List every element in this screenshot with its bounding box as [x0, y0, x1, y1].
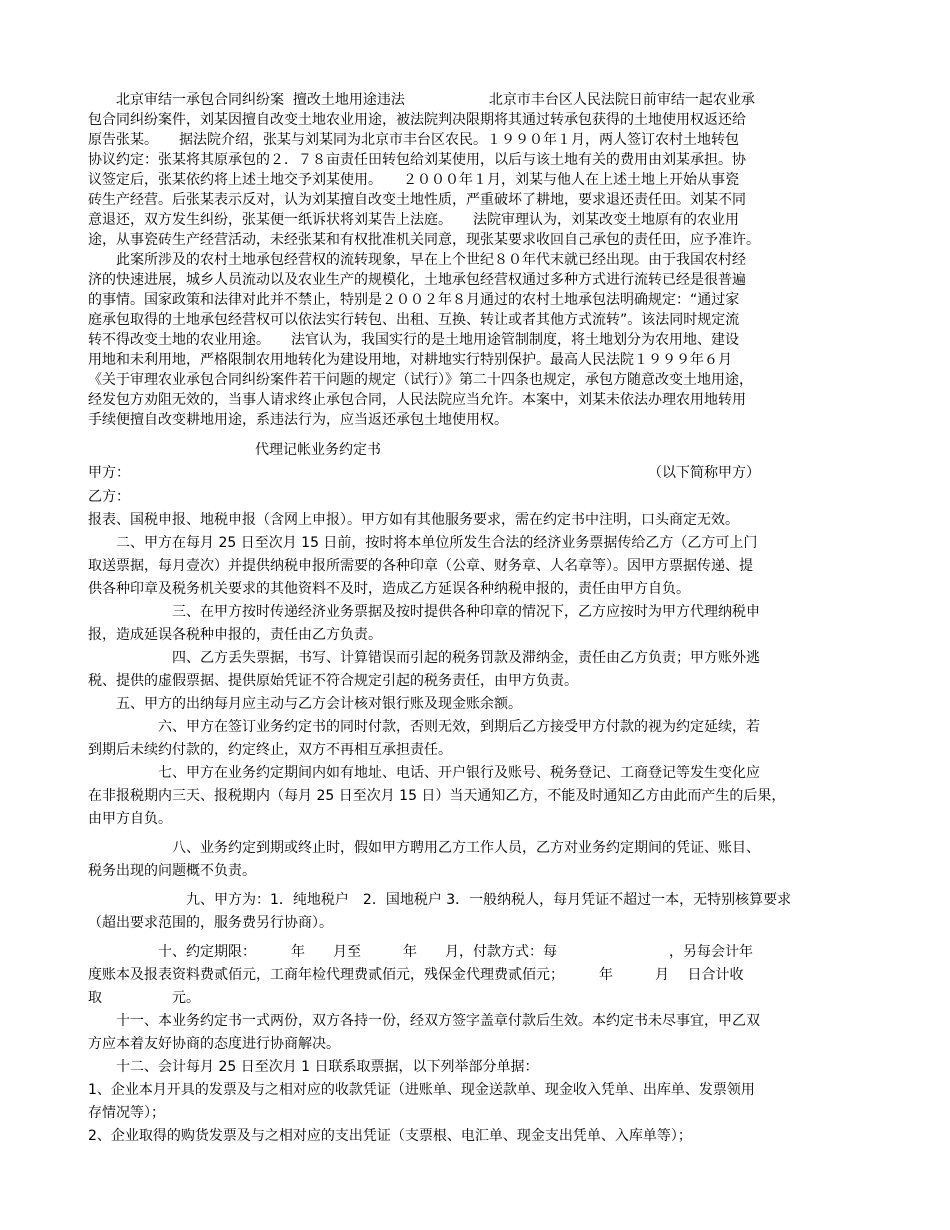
article-line: 此案所涉及的农村土地承包经营权的流转现象，早在上个世纪８０年代末就已经出现。由于我国农村经: [88, 252, 746, 268]
contract-line: （超出要求范围的，服务费另行协商）。: [88, 915, 333, 931]
article-line: 途，从事瓷砖生产经营活动，未经张某和有权批准机关同意，现张某要求收回自己承包的责任田，应予准许。: [88, 232, 760, 248]
article-line: 庭承包取得的土地承包经营权可以依法实行转包、出租、互换、转让或者其他方式流转”。该法同时规定流: [88, 312, 740, 328]
contract-line: 供各种印章及税务机关要求的其他资料不及时，造成乙方延误各种纳税申报的，责任由甲方自负。: [88, 581, 690, 597]
contract-line: 由甲方自负。: [88, 811, 172, 827]
contract-line: 存情况等）；: [88, 1105, 165, 1121]
contract-line: 十一、本业务约定书一式两份，双方各持一份，经双方签字盖章付款后生效。本约定书未尽事宜，甲乙双: [88, 1013, 760, 1029]
contract-line: 取送票据，每月壹次）并提供纳税申报所需要的各种印章（公章、财务章、人名章等）。因甲方票据传递、提: [88, 558, 753, 574]
contract-line: 报，造成延误各税种申报的，责任由乙方负责。: [88, 627, 382, 643]
contract-line: 2、企业取得的购货发票及与之相对应的支出凭证（支票根、电汇单、现金支出凭单、入库单等）；: [88, 1128, 692, 1144]
contract-line: 1、企业本月开具的发票及与之相对应的收款凭证（进账单、现金送款单、现金收入凭单、出库单、发票领用: [88, 1082, 755, 1098]
contract-line: 七、甲方在业务约定期间内如有地址、电话、开户银行及账号、税务登记、工商登记等发生变化应: [88, 765, 760, 781]
article-line: 《关于审理农业承包合同纠纷案件若干问题的规定（试行）》第二十四条也规定，承包方随意改变土地用途，: [88, 372, 753, 388]
contract-line: 十、约定期限： 年 月至 年 月，付款方式：每 ，另每会计年: [88, 944, 753, 960]
contract-line: 取 元。: [88, 990, 200, 1006]
party-a-note: （以下简称甲方）: [648, 465, 760, 481]
contract-line: 三、在甲方按时传递经济业务票据及按时提供各种印章的情况下，乙方应按时为甲方代理纳税申: [88, 604, 760, 620]
article-line: 协议约定：张某将其原承包的２．７８亩责任田转包给刘某使用，以后与该土地有关的费用由刘某承担。协: [88, 152, 746, 168]
article-line: 手续便擅自改变耕地用途，系违法行为，应当返还承包土地使用权。: [88, 412, 508, 428]
contract-title: 代理记帐业务约定书: [255, 442, 381, 458]
article-line: 转不得改变土地的农业用途。 法官认为，我国实行的是土地用途管制制度，将土地划分为农用地、建设: [88, 332, 739, 348]
contract-line: 税务出现的问题概不负责。: [88, 863, 256, 879]
contract-line: 十二、会计每月 25 日至次月 1 日联系取票据，以下列举部分单据：: [88, 1059, 539, 1075]
party-b-label: 乙方：: [88, 489, 130, 505]
article-line: 北京审结一承包合同纠纷案 擅改土地用途违法 北京市丰台区人民法院日前审结一起农业承: [88, 92, 755, 108]
article-line: 用地和未利用地，严格限制农用地转化为建设用地，对耕地实行特别保护。最高人民法院１９９９年６月: [88, 352, 732, 368]
contract-line: 到期后未续约付款的，约定终止，双方不再相互承担责任。: [88, 742, 452, 758]
contract-line: 八、业务约定到期或终止时，假如甲方聘用乙方工作人员，乙方对业务约定期间的凭证、账目、: [88, 840, 760, 856]
contract-line: 报表、国税申报、地税申报（含网上申报）。甲方如有其他服务要求，需在约定书中注明，口头商定无效。: [88, 512, 739, 528]
contract-line: 五、甲方的出纳每月应主动与乙方会计核对银行账及现金账余额。: [88, 696, 522, 712]
contract-line: 税、提供的虚假票据、提供原始凭证不符合规定引起的税务责任，由甲方负责。: [88, 673, 578, 689]
contract-line: 四、乙方丢失票据，书写、计算错误而引起的税务罚款及滞纳金，责任由乙方负责；甲方账外逃: [88, 650, 760, 666]
contract-line: 九、甲方为：1．纯地税户 2．国地税户 3．一般纳税人，每月凭证不超过一本，无特别核算要求: [88, 892, 792, 908]
article-line: 济的快速进展，城乡人员流动以及农业生产的规模化，土地承包经营权通过多种方式进行流转已经是很普遍: [88, 272, 746, 288]
article-line: 原告张某。 据法院介绍，张某与刘某同为北京市丰台区农民。１９９０年１月，两人签订农村土地转包: [88, 132, 739, 148]
article-line: 意退还，双方发生纠纷，张某便一纸诉状将刘某告上法庭。 法院审理认为，刘某改变土地原有的农业用: [88, 212, 739, 228]
contract-line: 二、甲方在每月 25 日至次月 15 日前，按时将本单位所发生合法的经济业务票据传给乙方（乙方可上门: [88, 535, 758, 551]
article-line: 经发包方劝阻无效的，当事人请求终止承包合同，人民法院应当允许。本案中，刘某未依法办理农用地转用: [88, 392, 746, 408]
article-line: 议签定后，张某依约将上述土地交予刘某使用。 ２０００年１月，刘某与他人在上述土地上开始从事瓷: [88, 172, 739, 188]
article-line: 的事情。国家政策和法律对此并不禁止，特别是２００２年８月通过的农村土地承包法明确规定：“通过家: [88, 292, 740, 308]
contract-line: 在非报税期内三天、报税期内（每月 25 日至次月 15 日）当天通知乙方，不能及时通知乙方由此而产生的后果，: [88, 788, 786, 804]
party-a-label: 甲方：: [88, 465, 130, 481]
contract-line: 度账本及报表资料费贰佰元，工商年检代理费贰佰元，残保金代理费贰佰元； 年 月 日合计收: [88, 967, 744, 983]
contract-line: 六、甲方在签订业务约定书的同时付款，否则无效，到期后乙方接受甲方付款的视为约定延续，若: [88, 719, 760, 735]
contract-line: 方应本着友好协商的态度进行协商解决。: [88, 1036, 340, 1052]
article-line: 砖生产经营。后张某表示反对，认为刘某擅自改变土地性质，严重破坏了耕地，要求退还责任田。刘某不同: [88, 192, 746, 208]
article-line: 包合同纠纷案件，刘某因擅自改变土地农业用途，被法院判决限期将其通过转承包获得的土地使用权返还给: [88, 112, 746, 128]
